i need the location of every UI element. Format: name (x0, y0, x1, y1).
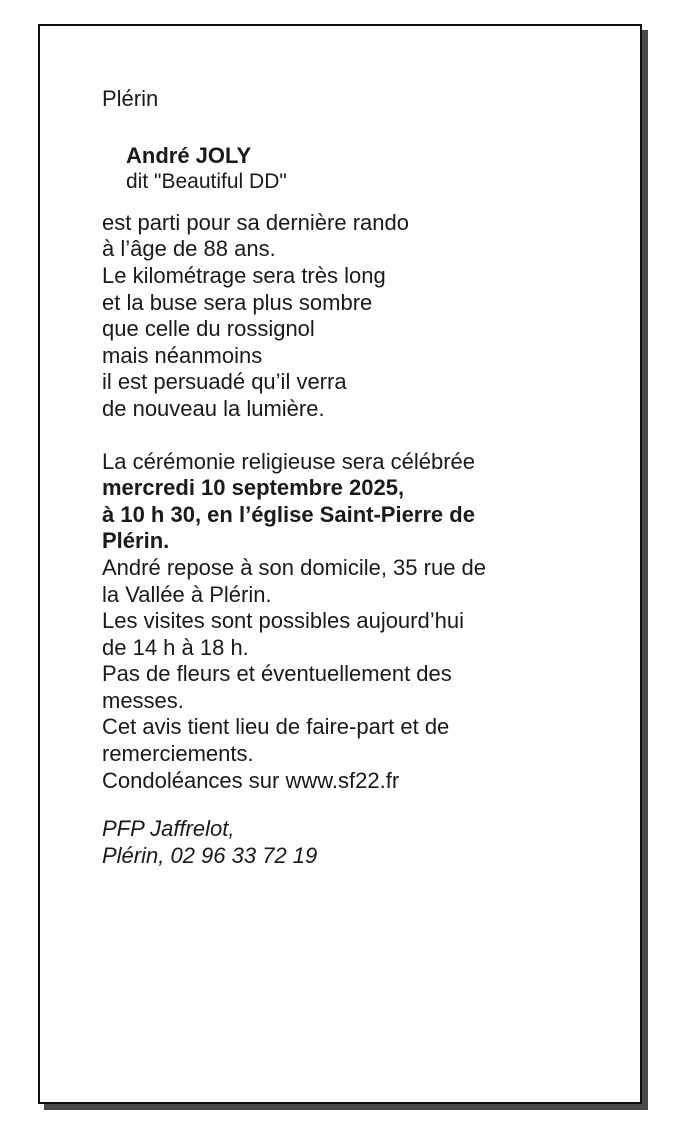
detail-line: André repose à son domicile, 35 rue de (102, 554, 487, 580)
funeral-home-name: PFP Jaffrelot, (102, 816, 235, 842)
tribute-line: mais néanmoins (102, 342, 263, 368)
obituary-notice (38, 24, 642, 1104)
detail-line: de 14 h à 18 h. (102, 634, 249, 660)
tribute-line: à l’âge de 88 ans. (102, 236, 276, 262)
tribute-line: et la buse sera plus sombre (102, 289, 373, 315)
ceremony-date: mercredi 10 septembre 2025, (102, 475, 405, 501)
ceremony-intro: La cérémonie religieuse sera célébrée (102, 448, 475, 474)
notice-content (102, 86, 620, 869)
deceased-nickname: dit "Beautiful DD" (126, 170, 287, 194)
deceased-name: André JOLY (126, 142, 252, 168)
condolences-line: Condoléances sur www.sf22.fr (102, 767, 400, 793)
detail-line: messes. (102, 687, 184, 713)
funeral-home-signature (102, 816, 620, 869)
detail-line: Cet avis tient lieu de faire-part et de (102, 714, 450, 740)
tribute-line: de nouveau la lumière. (102, 395, 325, 421)
tribute-line: est parti pour sa dernière rando (102, 209, 409, 235)
tribute-line: que celle du rossignol (102, 316, 315, 342)
tribute-line: il est persuadé qu’il verra (102, 369, 347, 395)
tribute-line: Le kilométrage sera très long (102, 262, 386, 288)
detail-line: la Vallée à Plérin. (102, 581, 272, 607)
tribute-text (102, 210, 620, 423)
ceremony-town: Plérin. (102, 528, 170, 554)
ceremony-details (102, 449, 620, 795)
deceased-name-block (126, 143, 620, 196)
funeral-home-contact: Plérin, 02 96 33 72 19 (102, 842, 318, 868)
ceremony-time-place: à 10 h 30, en l’église Saint-Pierre de (102, 501, 475, 527)
detail-line: Pas de fleurs et éventuellement des (102, 661, 452, 687)
detail-line: Les visites sont possibles aujourd’hui (102, 608, 464, 634)
notice-city: Plérin (102, 86, 159, 111)
detail-line: remerciements. (102, 741, 254, 767)
